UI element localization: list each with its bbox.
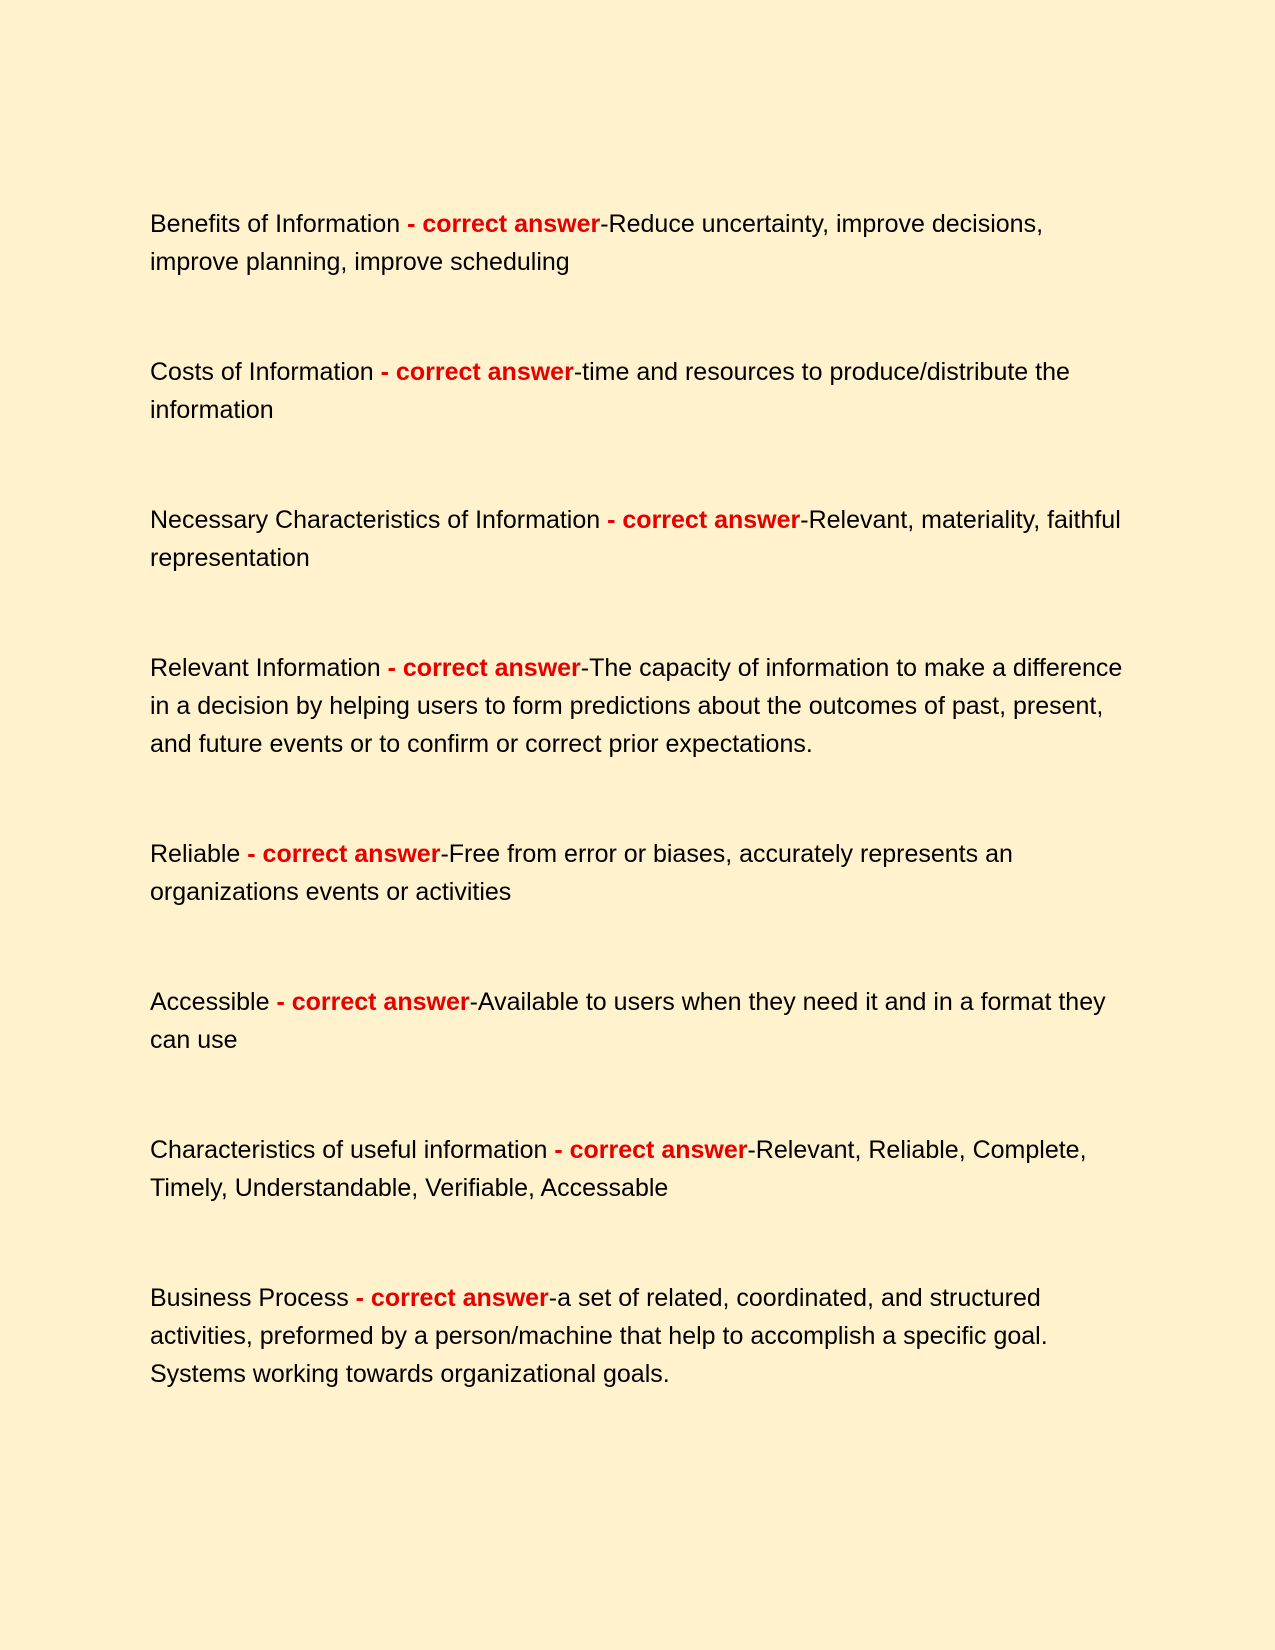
entry-definition: -Relevant, materiality, faithful representation [150, 506, 1121, 572]
answer-separator: - correct answer [240, 840, 441, 868]
answer-separator: - correct answer [600, 506, 801, 534]
entry-definition: -Reduce uncertainty, improve decisions, improve planning, improve scheduling [150, 210, 1044, 276]
entry-term: Relevant Information [150, 654, 381, 682]
flashcard-entry [150, 501, 1135, 577]
entry-term: Accessible [150, 988, 270, 1016]
flashcard-entry [150, 353, 1135, 429]
answer-separator: - correct answer [373, 358, 574, 386]
entry-definition: -Free from error or biases, accurately represents an organizations events or activities [150, 840, 1013, 906]
answer-separator: - correct answer [269, 988, 470, 1016]
entry-definition: -Relevant, Reliable, Complete, Timely, Understandable, Verifiable, Accessable [150, 1136, 1087, 1202]
answer-separator: - correct answer [348, 1284, 549, 1312]
flashcard-entry [150, 1131, 1135, 1207]
entry-definition: -time and resources to produce/distribute the information [150, 358, 1070, 424]
entry-definition: -The capacity of information to make a difference in a decision by helping users to form predictions about the outcomes of past, present, and future events or to confirm or correct prior expectations. [150, 654, 1123, 758]
flashcard-entry [150, 649, 1135, 763]
answer-separator: - correct answer [380, 654, 581, 682]
entry-definition: -a set of related, coordinated, and structured activities, preformed by a person/machine that help to accomplish a specific goal. Systems working towards organizational goals. [150, 1284, 1048, 1388]
flashcard-entry [150, 983, 1135, 1059]
flashcard-entry [150, 205, 1135, 281]
entry-definition: -Available to users when they need it and in a format they can use [150, 988, 1106, 1054]
entry-term: Necessary Characteristics of Information [150, 506, 601, 534]
entry-term: Business Process [150, 1284, 349, 1312]
entry-term: Reliable [150, 840, 241, 868]
entry-term: Benefits of Information [150, 210, 401, 238]
flashcard-entry [150, 835, 1135, 911]
flashcard-entry [150, 1279, 1135, 1393]
entry-term: Costs of Information [150, 358, 374, 386]
entry-term: Characteristics of useful information [150, 1136, 548, 1164]
answer-separator: - correct answer [400, 210, 601, 238]
flashcard-list [150, 205, 1135, 1465]
answer-separator: - correct answer [547, 1136, 748, 1164]
